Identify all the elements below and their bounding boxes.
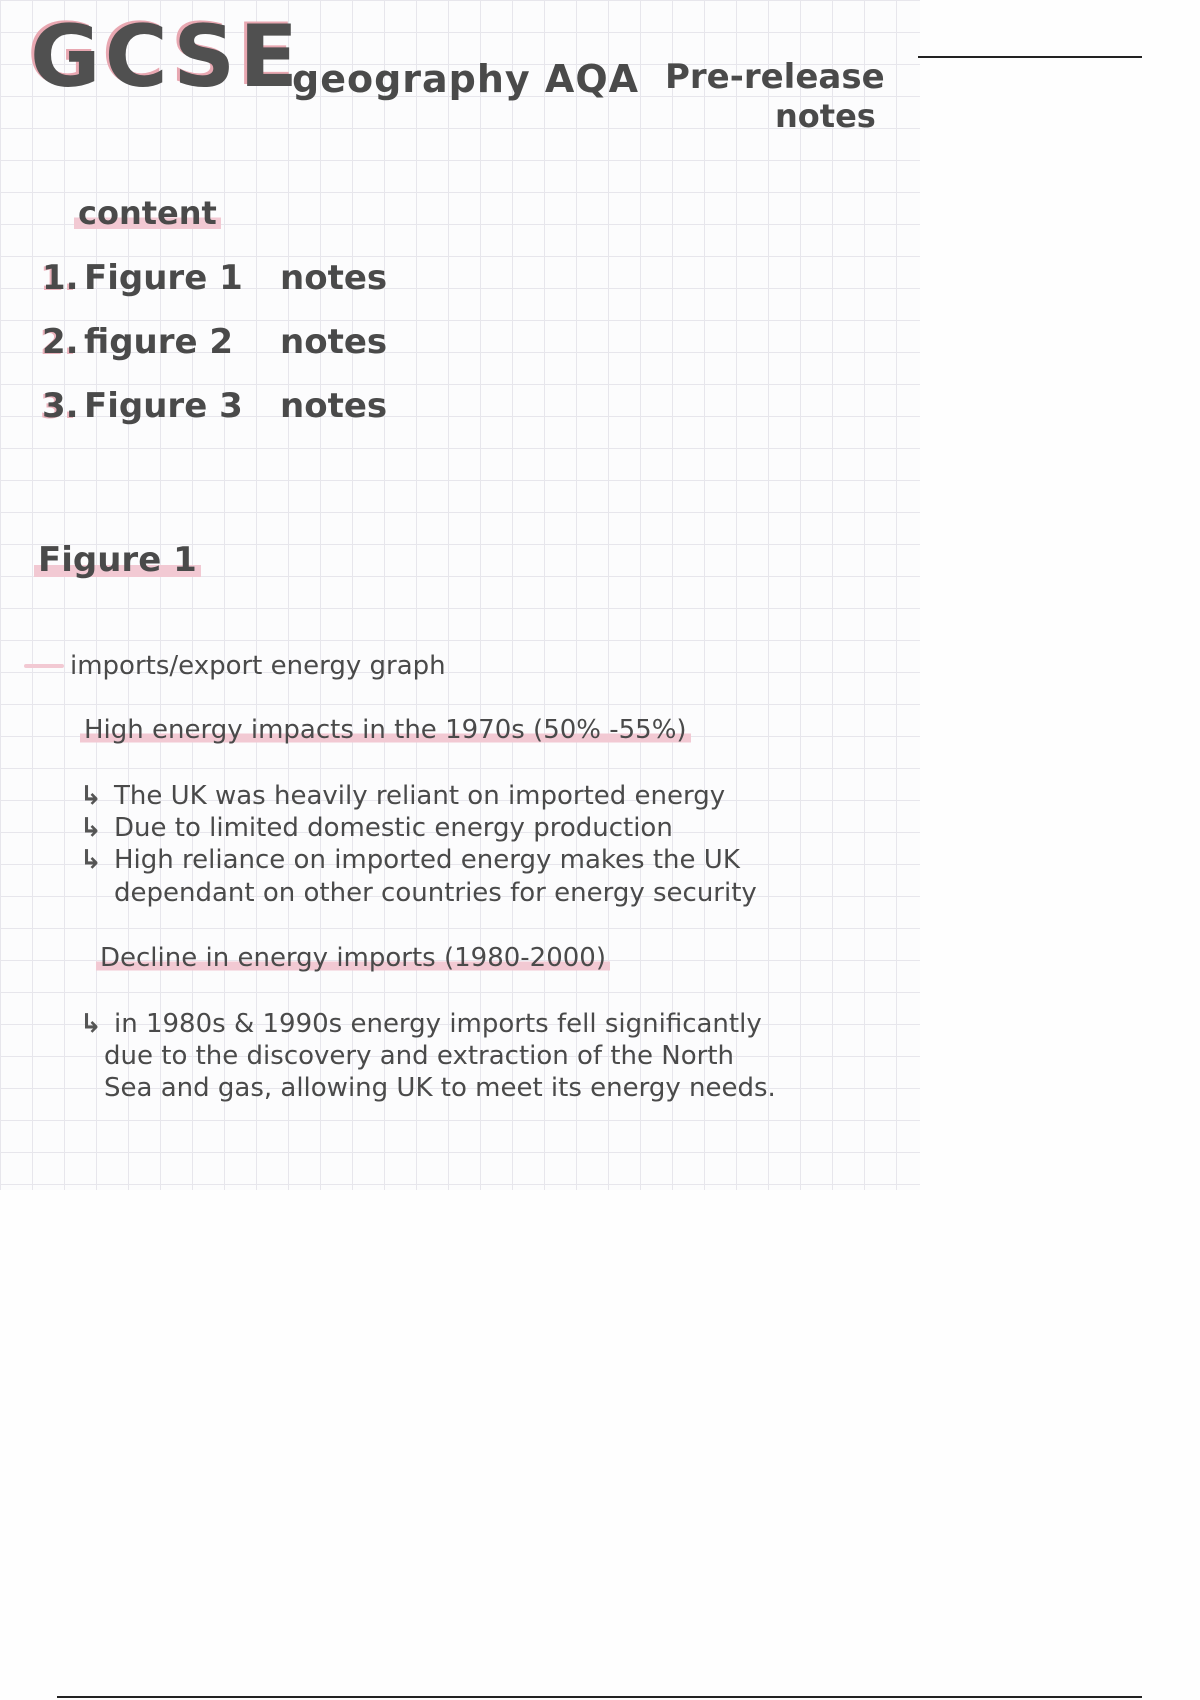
section1-point	[80, 814, 673, 844]
section2-heading	[96, 944, 610, 974]
figure1-topic: imports/export energy graph	[70, 651, 446, 681]
toc-number: 3.	[42, 386, 79, 426]
arrow-bullet-icon: ↳	[80, 845, 102, 875]
arrow-bullet-icon: ↳	[80, 813, 102, 843]
top-rule	[918, 56, 1142, 58]
contents-heading-text: content	[74, 194, 221, 232]
bottom-rule	[57, 1696, 1142, 1698]
toc-item	[42, 258, 387, 322]
contents-heading	[74, 196, 221, 231]
figure1-heading-text: Figure 1	[34, 540, 201, 580]
page-title: GCSE	[30, 7, 302, 107]
section2-point-continued: due to the discovery and extraction of the North	[104, 1041, 735, 1071]
arrow-bullet-icon: ↳	[80, 1009, 102, 1039]
toc-figure: figure 2	[84, 322, 234, 362]
subtitle-pre-release: Pre-release	[665, 57, 885, 97]
section1-heading-text: High energy impacts in the 1970s (50% -55%)	[80, 715, 691, 745]
toc-item	[42, 386, 387, 450]
toc-number: 2.	[42, 322, 79, 362]
section1-heading	[80, 716, 691, 746]
pink-dash-marker	[24, 664, 64, 668]
section1-point-continued: dependant on other countries for energy security	[114, 878, 757, 908]
section2-point-continued: Sea and gas, allowing UK to meet its energy needs.	[104, 1073, 776, 1103]
subtitle-subject: geography AQA	[292, 57, 640, 101]
toc-figure: Figure 3	[84, 386, 243, 426]
subtitle-notes: notes	[775, 97, 876, 135]
section1-point	[80, 846, 740, 876]
section1-point-text: The UK was heavily reliant on imported energy	[114, 781, 726, 811]
section2-point	[80, 1010, 762, 1040]
toc-label: notes	[280, 322, 388, 362]
section1-point	[80, 782, 725, 812]
toc-label: notes	[280, 258, 388, 298]
toc-label: notes	[280, 386, 388, 426]
section1-point-text: High reliance on imported energy makes the UK	[114, 845, 740, 875]
toc-number: 1.	[42, 258, 79, 298]
table-of-contents	[42, 258, 387, 450]
toc-figure: Figure 1	[84, 258, 243, 298]
section2-point-text: in 1980s & 1990s energy imports fell significantly	[114, 1009, 762, 1039]
section1-point-text: Due to limited domestic energy production	[114, 813, 673, 843]
toc-item	[42, 322, 387, 386]
arrow-bullet-icon: ↳	[80, 781, 102, 811]
section2-heading-text: Decline in energy imports (1980-2000)	[96, 943, 610, 973]
figure1-heading	[34, 542, 201, 579]
